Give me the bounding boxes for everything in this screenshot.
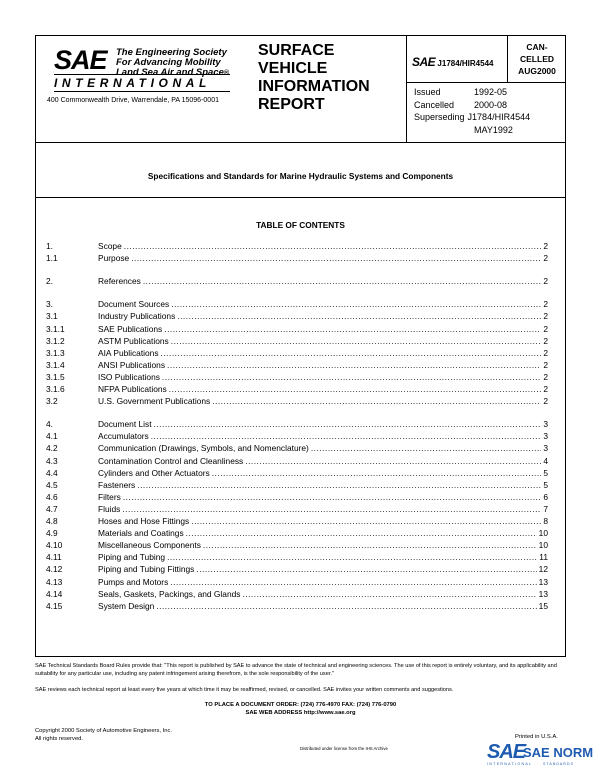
toc-dot-leader (154, 419, 542, 429)
toc-dot-leader (131, 253, 541, 263)
toc-dot-leader (186, 528, 537, 538)
toc-entry[interactable] (46, 336, 548, 348)
toc-entry-number: 3.1.4 (46, 359, 65, 370)
toc-entry-number: 3.1.6 (46, 384, 65, 394)
toc-entry-number: 4.13 (46, 576, 63, 587)
toc-entry[interactable] (46, 492, 548, 504)
toc-entry-title: Accumulators (98, 431, 149, 442)
toc-heading: TABLE OF CONTENTS (256, 220, 345, 230)
toc-entry-page: 2 (543, 323, 548, 334)
sae-norm-logo (487, 741, 594, 771)
toc-entry-page: 5 (543, 467, 548, 478)
norm-subtitle-standards: STANDARDS (543, 762, 574, 766)
toc-dot-leader (143, 276, 542, 286)
toc-entry[interactable] (46, 516, 548, 528)
header-column-divider (406, 35, 407, 142)
toc-entry-number: 4.10 (46, 540, 63, 551)
superseding-date-row (414, 124, 530, 137)
toc-entry-page: 6 (543, 491, 548, 502)
toc-entry[interactable] (46, 468, 548, 480)
toc-entry-page: 2 (543, 276, 548, 287)
toc-entry-page: 15 (538, 600, 548, 611)
toc-entry-page: 2 (543, 311, 548, 322)
toc-entry[interactable] (46, 396, 548, 408)
toc-entry-number: 4.1 (46, 431, 58, 442)
toc-entry[interactable] (46, 253, 548, 265)
toc-entry-title: Purpose (98, 253, 130, 264)
cancelled-value: 2000-08 (474, 99, 508, 110)
toc-entry-title: Piping and Tubing (98, 552, 166, 563)
norm-subtitle-international: INTERNATIONAL (487, 762, 533, 766)
toc-entry-page: 2 (543, 299, 548, 310)
toc-entry[interactable] (46, 324, 548, 336)
toc-entry-number: 4.4 (46, 467, 58, 478)
address: 400 Commonwealth Drive, Warrendale, PA 15096-0001 (47, 97, 219, 104)
toc-entry-number: 3. (46, 299, 53, 310)
board-rules-text: SAE Technical Standards Board Rules provide that: "This report is published by SAE to advance the state of technical and engineering sciences. The use of this report is entirely voluntary, and its applicability and suitability for any particular use, including any patent infringement arising therefrom, is the sole responsibility of the user." (35, 663, 557, 677)
toc-entry-title: Materials and Coatings (98, 528, 184, 539)
toc-entry-title: Contamination Control and Cleanliness (98, 455, 244, 466)
toc-entry-number: 4.6 (46, 491, 58, 502)
title-divider (35, 197, 566, 198)
doc-number-value: J1784/HIR4544 (437, 59, 494, 68)
logo-rule-top (54, 74, 230, 75)
toc-dot-leader (151, 431, 542, 441)
toc-entry-number: 4.2 (46, 443, 58, 454)
toc-entry[interactable] (46, 384, 548, 396)
toc-entry-number: 1.1 (46, 253, 58, 264)
toc-entry[interactable] (46, 589, 548, 601)
report-type-line-1: SURFACE (258, 42, 335, 59)
toc-entry-page: 13 (538, 588, 548, 599)
distribution-notice: Distributed under license from the IHS Archive (300, 746, 388, 751)
document-number (412, 55, 493, 69)
logo-tagline-line-3-text: Land Sea Air and Space (116, 67, 224, 78)
toc-entry-page: 10 (538, 540, 548, 551)
order-info (35, 701, 566, 717)
toc-entry-title: Industry Publications (98, 311, 176, 322)
cancelled-label: Cancelled (414, 99, 455, 110)
toc-entry[interactable] (46, 443, 548, 455)
toc-dot-leader (167, 552, 537, 562)
toc-entry-number: 2. (46, 276, 53, 287)
status-line-3: AUG2000 (518, 66, 556, 76)
toc-entry-page: 2 (543, 335, 548, 346)
toc-entry-number: 4.9 (46, 528, 58, 539)
toc-entry-page: 2 (543, 384, 548, 394)
toc-entry-title: Pumps and Motors (98, 576, 169, 587)
toc-entry[interactable] (46, 552, 548, 564)
toc-entry-title: SAE Publications (98, 323, 163, 334)
toc-entry-number: 3.1.3 (46, 347, 65, 358)
order-web-line: SAE WEB ADDRESS http://www.sae.org (245, 710, 356, 716)
superseding-date: MAY1992 (474, 124, 513, 135)
toc-entry-number: 1. (46, 241, 53, 251)
toc-entry-title: Miscellaneous Components (98, 540, 201, 551)
toc-entry[interactable] (46, 540, 548, 552)
toc-entry-title: AIA Publications (98, 347, 159, 358)
toc-entry-title: System Design (98, 600, 155, 611)
toc-entry-number: 3.1.5 (46, 371, 65, 382)
toc-dot-leader (162, 372, 541, 382)
report-type-line-2: VEHICLE (258, 60, 328, 77)
toc-entry-page: 3 (543, 419, 548, 430)
toc-entry-number: 4.7 (46, 503, 58, 514)
logo-tagline-line-1: The Engineering Society (116, 47, 227, 58)
norm-mark: SAE (487, 741, 526, 763)
toc-dot-leader (124, 241, 542, 251)
toc-entry-page: 11 (539, 552, 548, 563)
toc-entry-number: 4.14 (46, 588, 63, 599)
toc-entry-title: References (98, 276, 141, 287)
toc-dot-leader (171, 336, 542, 346)
toc-entry-title: ASTM Publications (98, 335, 169, 346)
toc-entry-number: 4.8 (46, 516, 58, 526)
toc-dot-leader (156, 601, 536, 611)
toc-dot-leader (122, 504, 541, 514)
logo-rule-bottom (54, 91, 230, 92)
toc-entry-number: 4.15 (46, 600, 63, 611)
toc-entry[interactable] (46, 528, 548, 540)
status-line-1: CAN- (526, 42, 548, 52)
toc-entry[interactable] (46, 311, 548, 323)
toc-entry[interactable] (46, 276, 548, 288)
toc-entry[interactable] (46, 504, 548, 516)
toc-entry-page: 2 (543, 396, 548, 407)
toc-dot-leader (171, 299, 541, 309)
toc-dot-leader (196, 564, 536, 574)
header-divider (35, 142, 566, 143)
logo-international: INTERNATIONAL (54, 76, 211, 90)
toc-entry[interactable] (46, 456, 548, 468)
toc-entry[interactable] (46, 419, 548, 431)
toc-entry-page: 8 (543, 516, 548, 526)
toc-entry-title: U.S. Government Publications (98, 396, 211, 407)
toc-entry-number: 4.12 (46, 564, 63, 575)
toc-entry-title: Fluids (98, 503, 121, 514)
toc-entry[interactable] (46, 348, 548, 360)
toc-dot-leader (245, 456, 541, 466)
toc-entry-title: Document List (98, 419, 152, 430)
norm-text: SAE NORM (523, 745, 594, 760)
toc-entry-title: Fasteners (98, 479, 136, 490)
toc-entry-page: 3 (543, 443, 548, 454)
cancelled-row (414, 99, 530, 112)
doc-number-sae-mark: SAE (412, 55, 436, 69)
toc-entry-number: 4.5 (46, 479, 58, 490)
superseding-label: Superseding (414, 112, 465, 122)
toc-entry-title: ANSI Publications (98, 359, 166, 370)
issued-label: Issued (414, 87, 441, 97)
toc-dot-leader (177, 311, 541, 321)
registered-mark: ® (223, 70, 230, 77)
toc-entry-title: Hoses and Hose Fittings (98, 516, 190, 526)
toc-entry-number: 3.1.2 (46, 335, 65, 346)
toc-entry-page: 13 (538, 576, 548, 587)
logo-mark: SAE (54, 45, 107, 75)
toc-entry-title: Document Sources (98, 299, 170, 310)
toc-entry[interactable] (46, 431, 548, 443)
status-line-2: CELLED (520, 54, 554, 64)
toc-entry-page: 2 (543, 371, 548, 382)
superseding-value: J1784/HIR4544 (467, 112, 531, 122)
toc-dot-leader (170, 577, 536, 587)
toc-entry-page: 12 (538, 564, 548, 575)
toc-entry-title: Communication (Drawings, Symbols, and Nomenclature) (98, 443, 309, 454)
toc-entry-page: 5 (543, 479, 548, 490)
toc-dot-leader (137, 480, 541, 490)
toc-entry-number: 3.2 (46, 396, 58, 407)
docnum-divider (406, 82, 566, 83)
toc-entry-page: 7 (543, 503, 548, 514)
toc-entry-number: 3.1.1 (46, 323, 65, 334)
toc-entry[interactable] (46, 372, 548, 384)
toc-dot-leader (169, 384, 542, 394)
toc-entry-title: Scope (98, 241, 122, 251)
toc-dot-leader (123, 492, 542, 502)
toc-dot-leader (311, 443, 541, 453)
toc-entry-title: Cylinders and Other Actuators (98, 467, 210, 478)
toc-dot-leader (242, 589, 536, 599)
issued-value: 1992-05 (474, 87, 508, 97)
review-text: SAE reviews each technical report at least every five years at which time it may be reaffirmed, revised, or cancelled. SAE invites your written comments and suggestions. (35, 687, 454, 693)
logo-tagline-line-2: For Advancing Mobility (116, 57, 221, 68)
toc-dot-leader (212, 396, 541, 406)
toc-entry[interactable] (46, 577, 548, 589)
toc-entry-title: ISO Publications (98, 371, 160, 382)
toc-entry-page: 2 (543, 347, 548, 358)
copyright (35, 727, 172, 743)
toc-entry-page: 2 (543, 253, 548, 264)
document-title: Specifications and Standards for Marine Hydraulic Systems and Components (147, 171, 454, 181)
report-type-title (258, 42, 398, 114)
copyright-line-2: All rights reserved. (35, 736, 84, 742)
order-phone-line: TO PLACE A DOCUMENT ORDER: (724) 776-4970 FAX: (724) 776-0790 (204, 702, 397, 708)
copyright-line-1: Copyright 2000 Society of Automotive Engineers, Inc. (35, 728, 172, 734)
printed-in-usa: Printed in U.S.A. (515, 734, 558, 740)
toc-entry-title: Piping and Tubing Fittings (98, 564, 195, 575)
issued-row (414, 86, 530, 99)
document-dates (414, 86, 530, 136)
toc-entry-page: 2 (543, 241, 548, 251)
toc-entry-number: 4. (46, 419, 53, 430)
toc-entry[interactable] (46, 480, 548, 492)
toc-entry-page: 10 (538, 528, 548, 539)
toc-entry-number: 4.3 (46, 455, 58, 466)
toc-entry-page: 3 (543, 431, 548, 442)
report-type-line-3: INFORMATION (258, 78, 370, 95)
toc-entry-number: 3.1 (46, 311, 58, 322)
toc-entry[interactable] (46, 601, 548, 613)
cancelled-status (508, 41, 566, 77)
toc-entry-title: Seals, Gaskets, Packings, and Glands (98, 588, 241, 599)
toc-dot-leader (212, 468, 542, 478)
superseding-row (414, 111, 530, 124)
toc-entry-title: NFPA Publications (98, 384, 167, 394)
toc-entry-page: 4 (543, 455, 548, 466)
toc-entry-number: 4.11 (46, 552, 62, 563)
toc-dot-leader (167, 360, 541, 370)
toc-entry[interactable] (46, 299, 548, 311)
toc-entry[interactable] (46, 564, 548, 576)
toc-entry-page: 2 (543, 359, 548, 370)
toc-entry[interactable] (46, 241, 548, 253)
toc-entry-title: Filters (98, 491, 121, 502)
report-type-line-4: REPORT (258, 96, 325, 113)
toc-dot-leader (191, 516, 541, 526)
toc-entry[interactable] (46, 360, 548, 372)
toc-dot-leader (161, 348, 542, 358)
toc-dot-leader (164, 324, 541, 334)
toc-dot-leader (203, 540, 537, 550)
